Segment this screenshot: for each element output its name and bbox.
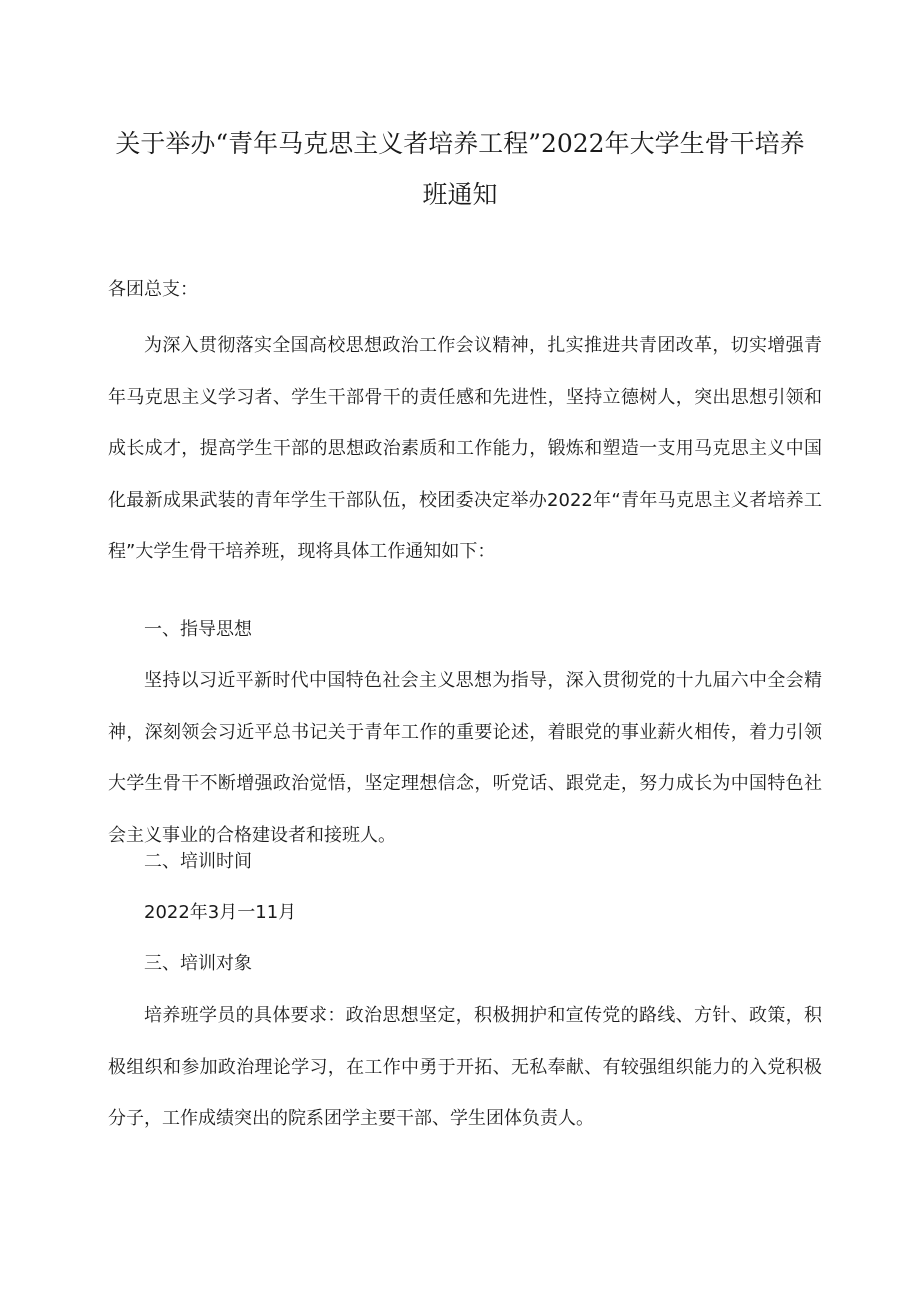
section1-heading: 一、指导思想 <box>144 619 252 640</box>
section2-heading: 二、培训时间 <box>144 851 252 872</box>
section2-body: 2022年3月一11月 <box>144 902 297 923</box>
document-title-line1: 关于举办“青年马克思主义者培养工程”2022年大学生骨干培养 <box>115 129 805 158</box>
document-title-line2: 班通知 <box>422 180 498 209</box>
section3-body: 培养班学员的具体要求：政治思想坚定，积极拥护和宣传党的路线、方针、政策，积极组织和参加政治理论学习，在工作中勇于开拓、无私奉献、有较强组织能力的入党积极分子，工作成绩突出的院系团学主要干部、学生团体负责人。 <box>108 1005 822 1129</box>
intro-paragraph: 为深入贯彻落实全国高校思想政治工作会议精神，扎实推进共青团改革，切实增强青年马克思主义学习者、学生干部骨干的责任感和先进性，坚持立德树人，突出思想引领和成长成才，提高学生干部的思想政治素质和工作能力，锻炼和塑造一支用马克思主义中国化最新成果武装的青年学生干部队伍，校团委决定举办2022年“青年马克思主义者培养工程”大学生骨干培养班，现将具体工作通知如下： <box>108 335 822 562</box>
salutation: 各团总支： <box>108 279 198 300</box>
section1-body: 坚持以习近平新时代中国特色社会主义思想为指导，深入贯彻党的十九届六中全会精神，深刻领会习近平总书记关于青年工作的重要论述，着眼党的事业薪火相传，着力引领大学生骨干不断增强政治觉悟，坚定理想信念，听党话、跟党走，努力成长为中国特色社会主义事业的合格建设者和接班人。 <box>108 670 822 846</box>
section3-heading: 三、培训对象 <box>144 953 252 974</box>
